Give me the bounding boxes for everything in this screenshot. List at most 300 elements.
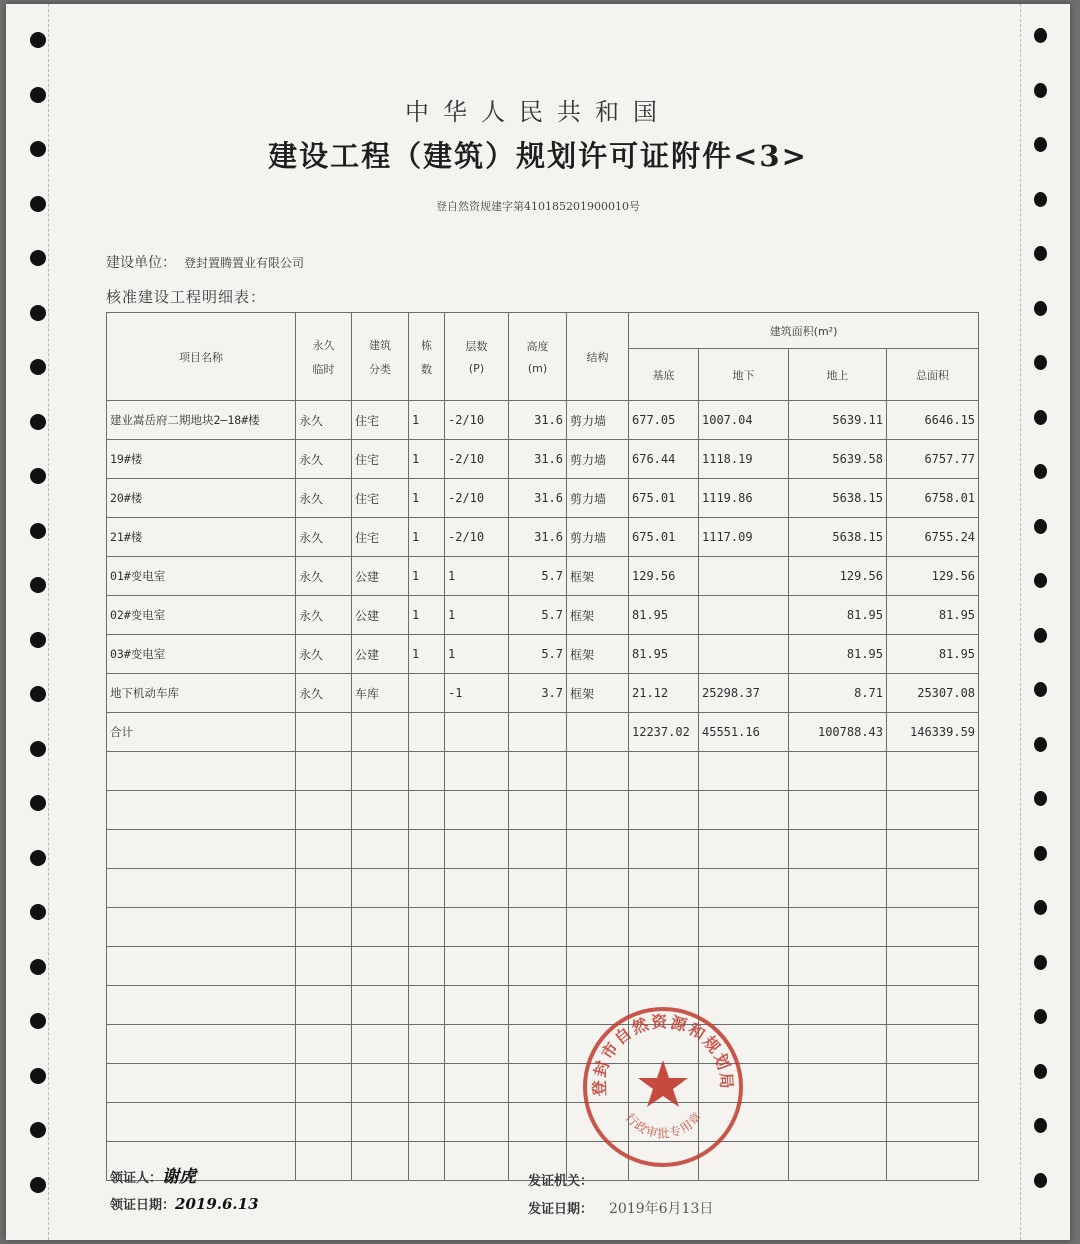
cell-building-count: 1 bbox=[409, 557, 445, 596]
table-body bbox=[107, 401, 979, 1181]
empty-cell bbox=[409, 869, 445, 908]
empty-cell bbox=[296, 908, 352, 947]
cell-total-area: 129.56 bbox=[887, 557, 979, 596]
svg-text:行政审批专用章 bbox=[622, 1108, 704, 1140]
empty-table-row bbox=[107, 791, 979, 830]
cell-aboveground-area: 129.56 bbox=[789, 557, 887, 596]
cell-total-area: 81.95 bbox=[887, 635, 979, 674]
table-row bbox=[107, 674, 979, 713]
empty-cell bbox=[509, 1064, 567, 1103]
header-building-count: 栋 数 bbox=[409, 313, 445, 401]
cell-project-name: 03#变电室 bbox=[107, 635, 296, 674]
header-base-area: 基底 bbox=[629, 349, 699, 401]
empty-cell bbox=[409, 752, 445, 791]
empty-cell bbox=[352, 869, 409, 908]
cell-structure: 框架 bbox=[567, 596, 629, 635]
receiver-label: 领证人： bbox=[110, 1171, 163, 1186]
empty-cell bbox=[445, 869, 509, 908]
empty-cell bbox=[789, 1064, 887, 1103]
table-row bbox=[107, 635, 979, 674]
empty-table-row bbox=[107, 1103, 979, 1142]
sprocket-hole bbox=[30, 1013, 46, 1029]
sprocket-hole bbox=[1034, 410, 1047, 425]
sprocket-hole bbox=[1034, 900, 1047, 915]
cell-underground-area: 25298.37 bbox=[699, 674, 789, 713]
cell-total-area: 6755.24 bbox=[887, 518, 979, 557]
sprocket-hole bbox=[30, 1177, 46, 1193]
cell-floors: -2/10 bbox=[445, 401, 509, 440]
empty-cell bbox=[629, 947, 699, 986]
empty-cell bbox=[509, 791, 567, 830]
empty-table-row bbox=[107, 908, 979, 947]
cell-project-name: 01#变电室 bbox=[107, 557, 296, 596]
cell-floors: -1 bbox=[445, 674, 509, 713]
sprocket-hole bbox=[30, 468, 46, 484]
sprocket-hole bbox=[1034, 519, 1047, 534]
empty-cell bbox=[629, 791, 699, 830]
cell-project-name: 20#楼 bbox=[107, 479, 296, 518]
empty-cell bbox=[789, 908, 887, 947]
cell-permanence: 永久 bbox=[296, 440, 352, 479]
header-building-area: 建筑面积(m²) bbox=[629, 313, 979, 349]
empty-cell bbox=[445, 1064, 509, 1103]
empty-cell bbox=[352, 1025, 409, 1064]
cell-aboveground-area: 5638.15 bbox=[789, 479, 887, 518]
empty-cell bbox=[352, 752, 409, 791]
sprocket-hole bbox=[1034, 355, 1047, 370]
sprocket-hole bbox=[1034, 28, 1047, 43]
seal-text: 登封市自然资源和规划局 bbox=[589, 1011, 737, 1097]
cell-category: 住宅 bbox=[352, 479, 409, 518]
empty-cell bbox=[296, 830, 352, 869]
right-perforation-line bbox=[1020, 4, 1021, 1240]
sprocket-hole bbox=[1034, 682, 1047, 697]
receiver-signature: 谢虎 bbox=[162, 1167, 197, 1187]
cell-project-name: 19#楼 bbox=[107, 440, 296, 479]
empty-cell bbox=[409, 1103, 445, 1142]
cell-building-count bbox=[409, 713, 445, 752]
empty-table-row bbox=[107, 947, 979, 986]
cell-total-area: 25307.08 bbox=[887, 674, 979, 713]
empty-cell bbox=[509, 986, 567, 1025]
sprocket-hole bbox=[1034, 1118, 1047, 1133]
construction-unit-value: 登封置腾置业有限公司 bbox=[184, 256, 305, 270]
empty-cell bbox=[887, 1064, 979, 1103]
cell-base-area: 21.12 bbox=[629, 674, 699, 713]
empty-cell bbox=[409, 1064, 445, 1103]
table-row bbox=[107, 440, 979, 479]
empty-table-row bbox=[107, 1064, 979, 1103]
empty-cell bbox=[352, 986, 409, 1025]
cell-height bbox=[509, 713, 567, 752]
official-seal-stamp bbox=[580, 1004, 746, 1170]
cell-height: 31.6 bbox=[509, 479, 567, 518]
sprocket-hole bbox=[1034, 846, 1047, 861]
cell-category: 住宅 bbox=[352, 401, 409, 440]
cell-structure: 剪力墙 bbox=[567, 440, 629, 479]
cell-building-count: 1 bbox=[409, 401, 445, 440]
empty-cell bbox=[509, 1025, 567, 1064]
empty-cell bbox=[107, 1103, 296, 1142]
cell-project-name: 02#变电室 bbox=[107, 596, 296, 635]
left-perforation-line bbox=[48, 4, 49, 1240]
cell-category: 车库 bbox=[352, 674, 409, 713]
country-title: 中华人民共和国 bbox=[405, 98, 671, 126]
empty-cell bbox=[699, 947, 789, 986]
cell-permanence: 永久 bbox=[296, 635, 352, 674]
empty-cell bbox=[789, 986, 887, 1025]
cell-underground-area: 1007.04 bbox=[699, 401, 789, 440]
cell-category: 住宅 bbox=[352, 518, 409, 557]
cell-permanence: 永久 bbox=[296, 401, 352, 440]
receiver-line bbox=[110, 1162, 196, 1187]
empty-cell bbox=[887, 791, 979, 830]
empty-cell bbox=[887, 752, 979, 791]
empty-cell bbox=[107, 1064, 296, 1103]
cell-aboveground-area: 5638.15 bbox=[789, 518, 887, 557]
empty-cell bbox=[567, 947, 629, 986]
cell-category: 公建 bbox=[352, 635, 409, 674]
empty-cell bbox=[107, 986, 296, 1025]
sprocket-hole bbox=[1034, 791, 1047, 806]
cell-building-count bbox=[409, 674, 445, 713]
issue-date: 2019年6月13日 bbox=[609, 1201, 714, 1217]
sprocket-hole bbox=[30, 741, 46, 757]
cell-floors: 1 bbox=[445, 635, 509, 674]
sprocket-hole bbox=[1034, 1173, 1047, 1188]
sprocket-hole bbox=[1034, 246, 1047, 261]
empty-cell bbox=[107, 830, 296, 869]
empty-cell bbox=[509, 1103, 567, 1142]
cell-aboveground-area: 100788.43 bbox=[789, 713, 887, 752]
header-category: 建筑 分类 bbox=[352, 313, 409, 401]
sprocket-hole bbox=[30, 1122, 46, 1138]
cell-underground-area: 45551.16 bbox=[699, 713, 789, 752]
empty-cell bbox=[567, 791, 629, 830]
receive-date-handwritten: 2019.6.13 bbox=[175, 1195, 259, 1213]
table-row bbox=[107, 401, 979, 440]
empty-cell bbox=[296, 1103, 352, 1142]
cell-base-area: 677.05 bbox=[629, 401, 699, 440]
cell-category: 公建 bbox=[352, 596, 409, 635]
construction-unit bbox=[106, 252, 304, 272]
cell-floors: 1 bbox=[445, 596, 509, 635]
empty-cell bbox=[509, 830, 567, 869]
cell-base-area: 81.95 bbox=[629, 596, 699, 635]
empty-cell bbox=[509, 752, 567, 791]
empty-cell bbox=[409, 1142, 445, 1181]
sprocket-hole bbox=[1034, 573, 1047, 588]
cell-floors: -2/10 bbox=[445, 518, 509, 557]
empty-cell bbox=[445, 1025, 509, 1064]
empty-cell bbox=[445, 1103, 509, 1142]
empty-cell bbox=[629, 869, 699, 908]
empty-cell bbox=[296, 752, 352, 791]
cell-total-area: 146339.59 bbox=[887, 713, 979, 752]
empty-cell bbox=[789, 1142, 887, 1181]
empty-cell bbox=[107, 908, 296, 947]
empty-cell bbox=[296, 1142, 352, 1181]
empty-table-row bbox=[107, 869, 979, 908]
cell-base-area: 12237.02 bbox=[629, 713, 699, 752]
sprocket-hole bbox=[1034, 955, 1047, 970]
cell-structure: 框架 bbox=[567, 557, 629, 596]
empty-cell bbox=[509, 947, 567, 986]
empty-cell bbox=[445, 947, 509, 986]
cell-permanence: 永久 bbox=[296, 596, 352, 635]
empty-cell bbox=[445, 986, 509, 1025]
empty-cell bbox=[567, 869, 629, 908]
cell-category bbox=[352, 713, 409, 752]
sprocket-hole bbox=[30, 795, 46, 811]
empty-cell bbox=[887, 830, 979, 869]
cell-height: 5.7 bbox=[509, 557, 567, 596]
sprocket-hole bbox=[30, 686, 46, 702]
issue-date-label: 发证日期： bbox=[528, 1202, 594, 1217]
document-title: 建设工程（建筑）规划许可证附件<3> bbox=[268, 139, 808, 173]
empty-cell bbox=[445, 1142, 509, 1181]
cell-permanence: 永久 bbox=[296, 557, 352, 596]
empty-cell bbox=[352, 1142, 409, 1181]
empty-cell bbox=[887, 947, 979, 986]
header-permanence: 永久 临时 bbox=[296, 313, 352, 401]
cell-height: 3.7 bbox=[509, 674, 567, 713]
cell-building-count: 1 bbox=[409, 479, 445, 518]
sprocket-hole bbox=[30, 414, 46, 430]
empty-cell bbox=[509, 908, 567, 947]
cell-floors bbox=[445, 713, 509, 752]
empty-table-row bbox=[107, 830, 979, 869]
cell-building-count: 1 bbox=[409, 440, 445, 479]
cell-permanence bbox=[296, 713, 352, 752]
empty-cell bbox=[789, 830, 887, 869]
header-underground-area: 地下 bbox=[699, 349, 789, 401]
table-subtitle: 核准建设工程明细表： bbox=[106, 288, 267, 306]
issuer-line bbox=[528, 1170, 593, 1189]
empty-cell bbox=[887, 1025, 979, 1064]
issue-date-line bbox=[528, 1198, 713, 1218]
cell-project-name: 地下机动车库 bbox=[107, 674, 296, 713]
cell-building-count: 1 bbox=[409, 596, 445, 635]
sprocket-hole bbox=[30, 577, 46, 593]
empty-cell bbox=[699, 791, 789, 830]
sprocket-hole bbox=[30, 1068, 46, 1084]
seal-subtext: 行政审批专用章 bbox=[622, 1108, 705, 1141]
table-row bbox=[107, 596, 979, 635]
header-floors: 层数 (P) bbox=[445, 313, 509, 401]
sprocket-hole bbox=[30, 305, 46, 321]
empty-cell bbox=[629, 752, 699, 791]
empty-cell bbox=[296, 986, 352, 1025]
cell-height: 5.7 bbox=[509, 635, 567, 674]
cell-structure: 剪力墙 bbox=[567, 518, 629, 557]
permit-document bbox=[6, 4, 1070, 1240]
empty-cell bbox=[887, 986, 979, 1025]
sprocket-hole bbox=[30, 959, 46, 975]
cell-base-area: 675.01 bbox=[629, 518, 699, 557]
header-project-name: 项目名称 bbox=[107, 313, 296, 401]
empty-cell bbox=[409, 986, 445, 1025]
sprocket-hole bbox=[30, 523, 46, 539]
cell-structure: 框架 bbox=[567, 635, 629, 674]
construction-unit-label: 建设单位： bbox=[106, 255, 176, 271]
cell-structure bbox=[567, 713, 629, 752]
empty-cell bbox=[789, 869, 887, 908]
cell-height: 31.6 bbox=[509, 518, 567, 557]
cell-floors: -2/10 bbox=[445, 479, 509, 518]
cell-underground-area bbox=[699, 635, 789, 674]
empty-table-row bbox=[107, 1025, 979, 1064]
cell-permanence: 永久 bbox=[296, 674, 352, 713]
empty-cell bbox=[445, 791, 509, 830]
table-row bbox=[107, 713, 979, 752]
empty-cell bbox=[699, 752, 789, 791]
empty-cell bbox=[629, 908, 699, 947]
sprocket-hole bbox=[30, 904, 46, 920]
empty-cell bbox=[789, 1103, 887, 1142]
sprocket-hole bbox=[30, 359, 46, 375]
receive-date-line bbox=[110, 1194, 259, 1213]
empty-cell bbox=[887, 1142, 979, 1181]
empty-cell bbox=[107, 869, 296, 908]
empty-cell bbox=[567, 908, 629, 947]
cell-aboveground-area: 81.95 bbox=[789, 596, 887, 635]
cell-structure: 剪力墙 bbox=[567, 479, 629, 518]
empty-cell bbox=[409, 830, 445, 869]
sprocket-hole bbox=[1034, 737, 1047, 752]
cell-base-area: 81.95 bbox=[629, 635, 699, 674]
cell-floors: -2/10 bbox=[445, 440, 509, 479]
receive-date-label: 领证日期： bbox=[110, 1198, 176, 1213]
empty-cell bbox=[107, 1025, 296, 1064]
table-row bbox=[107, 557, 979, 596]
empty-table-row bbox=[107, 986, 979, 1025]
empty-cell bbox=[107, 947, 296, 986]
sprocket-hole bbox=[1034, 1064, 1047, 1079]
sprocket-hole bbox=[30, 850, 46, 866]
cell-structure: 剪力墙 bbox=[567, 401, 629, 440]
header-structure: 结构 bbox=[567, 313, 629, 401]
empty-cell bbox=[699, 869, 789, 908]
empty-cell bbox=[352, 1064, 409, 1103]
empty-cell bbox=[445, 908, 509, 947]
empty-cell bbox=[409, 1025, 445, 1064]
empty-cell bbox=[296, 791, 352, 830]
empty-cell bbox=[699, 830, 789, 869]
cell-building-count: 1 bbox=[409, 518, 445, 557]
cell-aboveground-area: 5639.58 bbox=[789, 440, 887, 479]
empty-cell bbox=[409, 947, 445, 986]
cell-underground-area: 1118.19 bbox=[699, 440, 789, 479]
empty-cell bbox=[107, 752, 296, 791]
empty-cell bbox=[567, 830, 629, 869]
empty-cell bbox=[352, 791, 409, 830]
empty-cell bbox=[352, 947, 409, 986]
cell-underground-area: 1119.86 bbox=[699, 479, 789, 518]
cell-base-area: 129.56 bbox=[629, 557, 699, 596]
table-row bbox=[107, 518, 979, 557]
cell-total-area: 6757.77 bbox=[887, 440, 979, 479]
sprocket-hole bbox=[1034, 301, 1047, 316]
sprocket-hole bbox=[1034, 464, 1047, 479]
empty-cell bbox=[629, 830, 699, 869]
cell-underground-area bbox=[699, 557, 789, 596]
cell-floors: 1 bbox=[445, 557, 509, 596]
header-total-area: 总面积 bbox=[887, 349, 979, 401]
cell-aboveground-area: 8.71 bbox=[789, 674, 887, 713]
table-row bbox=[107, 479, 979, 518]
empty-cell bbox=[107, 791, 296, 830]
cell-category: 住宅 bbox=[352, 440, 409, 479]
empty-cell bbox=[789, 947, 887, 986]
empty-cell bbox=[887, 908, 979, 947]
cell-total-area: 6646.15 bbox=[887, 401, 979, 440]
header-height: 高度 (m) bbox=[509, 313, 567, 401]
seal-star-icon bbox=[638, 1060, 688, 1107]
cell-aboveground-area: 5639.11 bbox=[789, 401, 887, 440]
empty-cell bbox=[296, 1064, 352, 1103]
empty-cell bbox=[789, 791, 887, 830]
cell-project-name: 建业嵩岳府二期地块2—18#楼 bbox=[107, 401, 296, 440]
cell-total-area: 81.95 bbox=[887, 596, 979, 635]
cell-height: 5.7 bbox=[509, 596, 567, 635]
empty-cell bbox=[409, 908, 445, 947]
empty-cell bbox=[352, 908, 409, 947]
cell-permanence: 永久 bbox=[296, 518, 352, 557]
empty-table-row bbox=[107, 752, 979, 791]
header-aboveground-area: 地上 bbox=[789, 349, 887, 401]
cell-aboveground-area: 81.95 bbox=[789, 635, 887, 674]
sprocket-hole bbox=[1034, 1009, 1047, 1024]
cell-height: 31.6 bbox=[509, 440, 567, 479]
empty-cell bbox=[789, 752, 887, 791]
cell-base-area: 675.01 bbox=[629, 479, 699, 518]
empty-cell bbox=[296, 947, 352, 986]
sprocket-hole bbox=[1034, 628, 1047, 643]
issuer-label: 发证机关： bbox=[528, 1174, 594, 1189]
cell-underground-area: 1117.09 bbox=[699, 518, 789, 557]
empty-cell bbox=[296, 869, 352, 908]
project-detail-table bbox=[106, 312, 979, 1181]
empty-cell bbox=[409, 791, 445, 830]
empty-cell bbox=[445, 830, 509, 869]
cell-project-name: 合计 bbox=[107, 713, 296, 752]
empty-cell bbox=[567, 752, 629, 791]
empty-cell bbox=[509, 869, 567, 908]
empty-cell bbox=[296, 1025, 352, 1064]
sprocket-hole bbox=[30, 250, 46, 266]
sprocket-hole bbox=[30, 32, 46, 48]
cell-underground-area bbox=[699, 596, 789, 635]
cell-category: 公建 bbox=[352, 557, 409, 596]
empty-cell bbox=[699, 908, 789, 947]
cell-height: 31.6 bbox=[509, 401, 567, 440]
sprocket-hole bbox=[30, 632, 46, 648]
cell-structure: 框架 bbox=[567, 674, 629, 713]
empty-cell bbox=[445, 752, 509, 791]
cell-total-area: 6758.01 bbox=[887, 479, 979, 518]
permit-code: 登自然资规建字第410185201900010号 bbox=[436, 200, 640, 213]
empty-cell bbox=[887, 869, 979, 908]
empty-cell bbox=[789, 1025, 887, 1064]
cell-project-name: 21#楼 bbox=[107, 518, 296, 557]
cell-base-area: 676.44 bbox=[629, 440, 699, 479]
cell-permanence: 永久 bbox=[296, 479, 352, 518]
cell-building-count: 1 bbox=[409, 635, 445, 674]
empty-cell bbox=[352, 830, 409, 869]
empty-cell bbox=[352, 1103, 409, 1142]
empty-cell bbox=[887, 1103, 979, 1142]
